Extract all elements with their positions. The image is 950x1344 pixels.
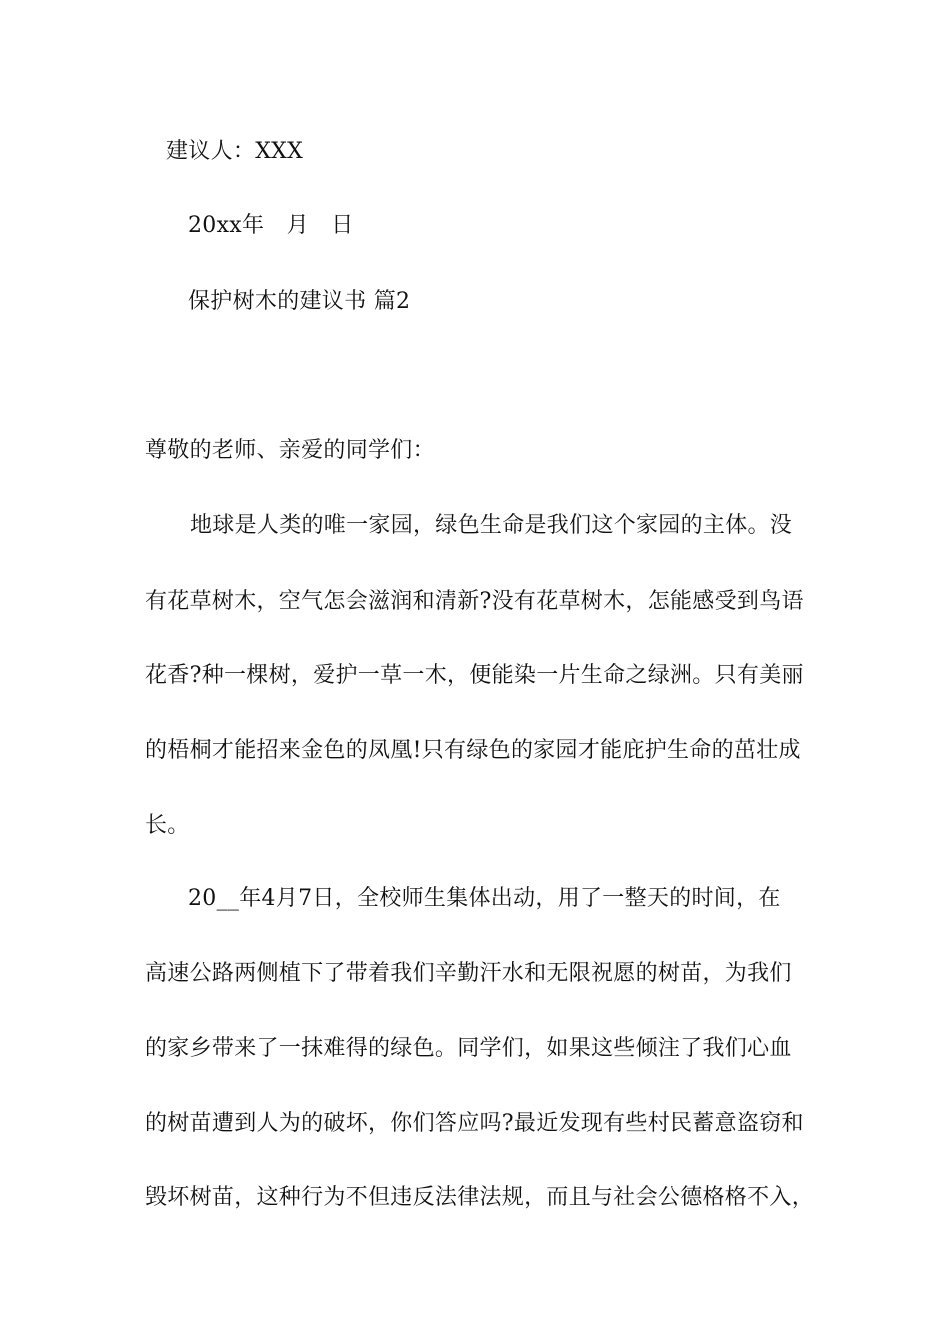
paragraph-line: 毁坏树苗，这种行为不但违反法律法规，而且与社会公德格格不入， [145, 1185, 815, 1210]
paragraph-line: 的家乡带来了一抹难得的绿色。同学们，如果这些倾注了我们心血 [145, 1036, 792, 1061]
paragraph-line: 的梧桐才能招来金色的凤凰!只有绿色的家园才能庇护生命的茁壮成 [145, 738, 801, 763]
paragraph-line: 高速公路两侧植下了带着我们辛勤汗水和无限祝愿的树苗，为我们 [145, 961, 792, 986]
paragraph-line: 有花草树木，空气怎会滋润和清新?没有花草树木，怎能感受到鸟语 [145, 589, 804, 614]
paragraph-line: 的树苗遭到人为的破坏，你们答应吗?最近发现有些村民蓄意盗窃和 [145, 1111, 804, 1136]
paragraph-line: 20__年4月7日，全校师生集体出动，用了一整天的时间，在 [188, 886, 781, 911]
proposer-line: 建议人：XXX [166, 139, 304, 164]
section-heading: 保护树木的建议书 篇2 [188, 289, 411, 314]
date-line: 20xx年 月 日 [188, 213, 354, 238]
paragraph-line: 地球是人类的唯一家园，绿色生命是我们这个家园的主体。没 [190, 513, 793, 538]
salutation: 尊敬的老师、亲爱的同学们： [145, 438, 435, 463]
paragraph-line: 花香?种一棵树，爱护一草一木，便能染一片生命之绿洲。只有美丽 [145, 663, 804, 688]
paragraph-line: 长。 [145, 813, 190, 838]
